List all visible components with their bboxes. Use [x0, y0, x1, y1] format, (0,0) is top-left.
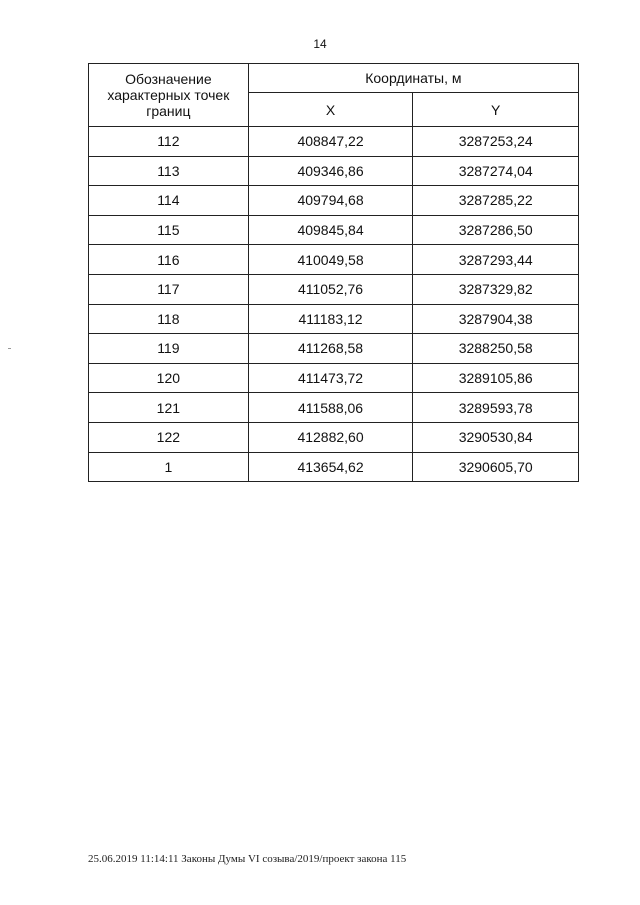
table-row [89, 245, 579, 275]
table-row [89, 186, 579, 216]
cell-x: 411183,12 [248, 304, 413, 334]
cell-point: 118 [89, 304, 249, 334]
cell-x: 408847,22 [248, 127, 413, 157]
cell-point: 120 [89, 363, 249, 393]
cell-y: 3287904,38 [413, 304, 579, 334]
cell-y: 3287329,82 [413, 274, 579, 304]
table-row [89, 393, 579, 423]
cell-y: 3289593,78 [413, 393, 579, 423]
margin-mark [8, 348, 11, 349]
cell-x: 412882,60 [248, 422, 413, 452]
header-coordinates: Координаты, м [248, 64, 578, 93]
table-row [89, 334, 579, 364]
cell-y: 3287253,24 [413, 127, 579, 157]
table-row [89, 363, 579, 393]
table-row [89, 304, 579, 334]
header-designation: Обозначение характерных точек границ [89, 64, 249, 127]
table-row [89, 274, 579, 304]
cell-point: 112 [89, 127, 249, 157]
cell-x: 409346,86 [248, 156, 413, 186]
table-row [89, 127, 579, 157]
cell-y: 3290530,84 [413, 422, 579, 452]
cell-x: 409794,68 [248, 186, 413, 216]
document-footer: 25.06.2019 11:14:11 Законы Думы VI созыва/2019/проект закона 115 [88, 853, 407, 865]
cell-point: 115 [89, 215, 249, 245]
cell-y: 3287285,22 [413, 186, 579, 216]
cell-point: 119 [89, 334, 249, 364]
table-row [89, 422, 579, 452]
cell-y: 3287293,44 [413, 245, 579, 275]
cell-y: 3290605,70 [413, 452, 579, 482]
cell-x: 411268,58 [248, 334, 413, 364]
cell-y: 3288250,58 [413, 334, 579, 364]
cell-y: 3287274,04 [413, 156, 579, 186]
table-row [89, 215, 579, 245]
page-number: 14 [313, 37, 327, 51]
cell-x: 410049,58 [248, 245, 413, 275]
cell-y: 3287286,50 [413, 215, 579, 245]
cell-x: 413654,62 [248, 452, 413, 482]
cell-point: 113 [89, 156, 249, 186]
cell-point: 116 [89, 245, 249, 275]
header-y: Y [413, 93, 579, 127]
cell-y: 3289105,86 [413, 363, 579, 393]
table-row [89, 452, 579, 482]
header-x: X [248, 93, 413, 127]
coordinates-table [88, 63, 579, 482]
cell-x: 411588,06 [248, 393, 413, 423]
cell-x: 411473,72 [248, 363, 413, 393]
cell-point: 114 [89, 186, 249, 216]
cell-x: 409845,84 [248, 215, 413, 245]
cell-point: 117 [89, 274, 249, 304]
cell-point: 1 [89, 452, 249, 482]
cell-x: 411052,76 [248, 274, 413, 304]
cell-point: 122 [89, 422, 249, 452]
table-row [89, 156, 579, 186]
cell-point: 121 [89, 393, 249, 423]
